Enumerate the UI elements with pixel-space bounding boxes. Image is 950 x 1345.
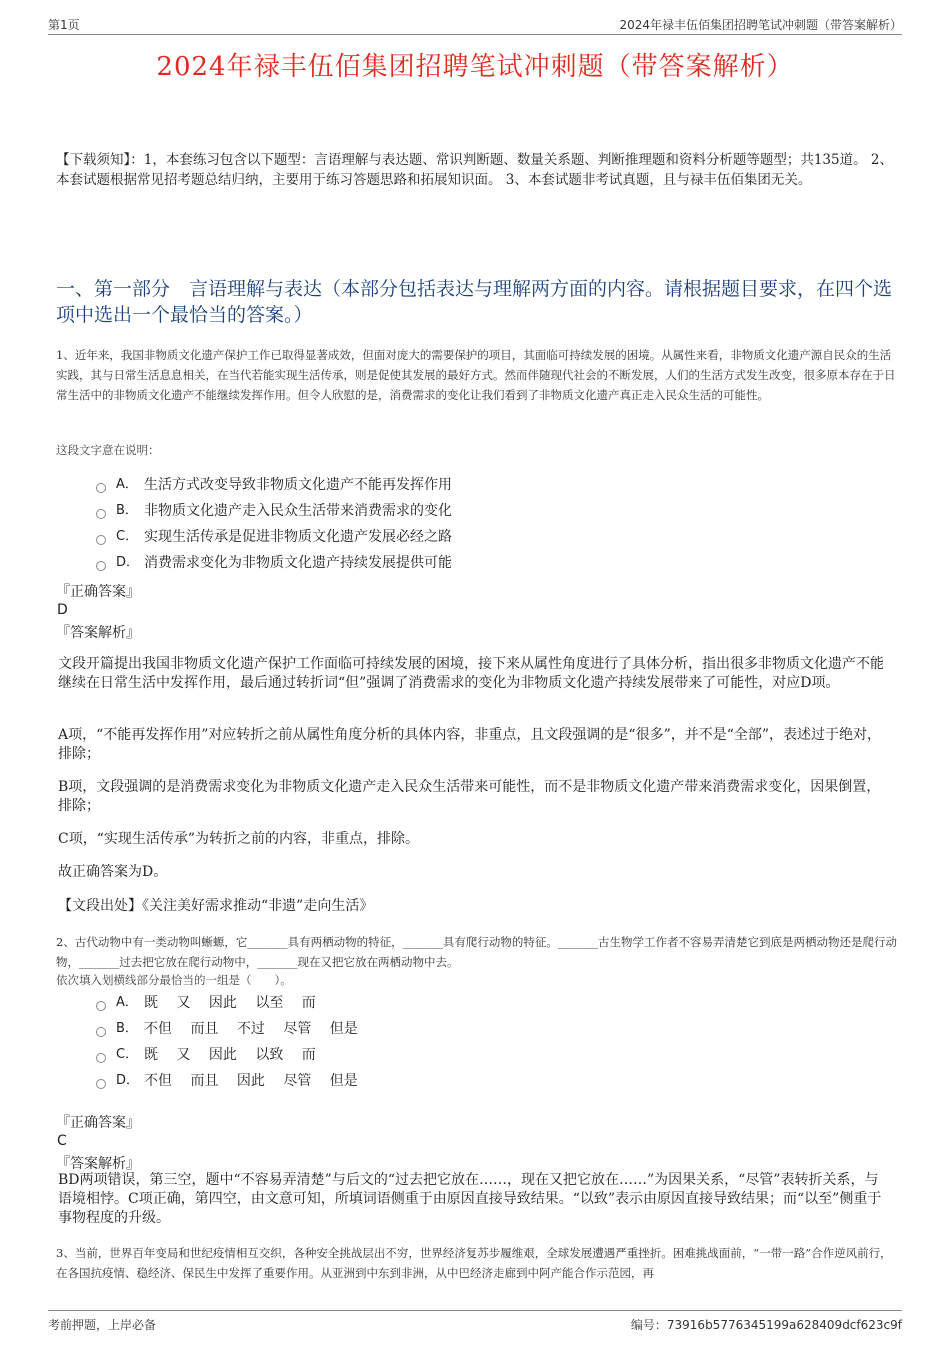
radio-icon[interactable]	[96, 561, 106, 571]
analysis-label: 『答案解析』	[56, 1156, 140, 1172]
question-1-analysis-paragraph: B项，文段强调的是消费需求变化为非物质文化遗产走入民众生活带来可能性，而不是非物质文化遗产带来消费需求变化，因果倒置，排除；	[58, 779, 881, 814]
document-title: 2024年禄丰伍佰集团招聘笔试冲刺题（带答案解析）	[156, 52, 794, 82]
question-2-prompt: 依次填入划横线部分最恰当的一组是（ ）。	[56, 973, 292, 987]
correct-answer-label: 『正确答案』	[56, 584, 140, 600]
question-2-option-a[interactable]: A． 既 又 因此 以至 而	[96, 990, 358, 1016]
download-notice: 【下载须知】：1，本套练习包含以下题型：言语理解与表达题、常识判断题、数量关系题、判断推理题和资料分析题等题型；共135道。 2、本套试题根据常见招考题总结归纳，主要用于练习答题思路和拓展知识面。 3、本套试题非考试真题，且与禄丰伍佰集团无关。	[56, 152, 893, 188]
analysis-label: 『答案解析』	[56, 625, 140, 641]
question-1-analysis-paragraph: C项，“实现生活传承”为转折之前的内容，非重点，排除。	[58, 831, 420, 847]
page-footer	[48, 1310, 902, 1335]
question-3-text: 3、当前，世界百年变局和世纪疫情相互交织，各种安全挑战层出不穷，世界经济复苏步履维艰，全球发展遭遇严重挫折。困难挑战面前，“一带一路”合作逆风前行，在各国抗疫情、稳经济、保民生中发挥了重要作用。从亚洲到中东到非洲，从中巴经济走廊到中阿产能合作示范园，再	[56, 1246, 892, 1280]
question-2-options	[96, 990, 358, 1094]
question-2-answer: C	[57, 1133, 67, 1149]
question-1-options	[96, 472, 452, 576]
question-1-analysis-paragraph: 文段开篇提出我国非物质文化遗产保护工作面临可持续发展的困境，接下来从属性角度进行了具体分析，指出很多非物质文化遗产不能继续在日常生活中发挥作用，最后通过转折词“但”强调了消费需求的变化为非物质文化遗产持续发展带来了可能性，对应D项。	[58, 656, 884, 691]
footer-code: 编号：73916b5776345199a628409dcf623c9f	[630, 1318, 902, 1332]
question-2-text: 2、古代动物中有一类动物叫蜥螈，它_______具有两栖动物的特征，_______具有爬行动物的特征。_______古生物学工作者不容易弄清楚它到底是两栖动物还是爬行动物，_______过去把它放在爬行动物中，_______现在又把它放在两栖动物中去。	[56, 935, 898, 969]
question-1-answer: D	[57, 602, 68, 618]
question-1-option-a[interactable]: A． 生活方式改变导致非物质文化遗产不能再发挥作用	[96, 472, 452, 498]
footer-slogan: 考前押题，上岸必备	[48, 1318, 157, 1332]
question-1-option-b[interactable]: B． 非物质文化遗产走入民众生活带来消费需求的变化	[96, 498, 452, 524]
radio-icon[interactable]	[96, 1001, 106, 1011]
question-1-text: 1、近年来，我国非物质文化遗产保护工作已取得显著成效，但面对庞大的需要保护的项目，其面临可持续发展的困境。从属性来看，非物质文化遗产源自民众的生活实践，其与日常生活息息相关，在当代若能实现生活传承，则是促使其发展的最好方式。然而伴随现代社会的不断发展，人们的生活方式发生改变，很多原本存在于日常生活中的非物质文化遗产不能继续发挥作用。但令人欣慰的是，消费需求的变化让我们看到了非物质文化遗产真正走入民众生活的可能性。	[56, 348, 896, 402]
question-2-analysis: BD两项错误，第三空，题中“不容易弄清楚”与后文的“过去把它放在……，现在又把它放在……”为因果关系，“尽管”表转折关系，与语境相悖。C项正确，第四空，由文意可知，所填词语侧重于由原因直接导致结果。“以致”表示由原因直接导致结果；而“以至”侧重于事物程度的升级。	[58, 1172, 882, 1226]
radio-icon[interactable]	[96, 1079, 106, 1089]
question-1-source: 【文段出处】《关注美好需求推动“非遗”走向生活》	[58, 898, 374, 914]
question-2-option-d[interactable]: D． 不但 而且 因此 尽管 但是	[96, 1068, 358, 1094]
question-1-analysis-paragraph: 故正确答案为D。	[58, 864, 168, 880]
question-2-option-b[interactable]: B． 不但 而且 不过 尽管 但是	[96, 1016, 358, 1042]
header-doc-title: 2024年禄丰伍佰集团招聘笔试冲刺题（带答案解析）	[619, 18, 902, 32]
page-header	[48, 14, 902, 35]
page-number: 第1页	[48, 18, 80, 32]
question-1-option-c[interactable]: C． 实现生活传承是促进非物质文化遗产发展必经之路	[96, 524, 452, 550]
question-1-analysis-paragraph: A项，“不能再发挥作用”对应转折之前从属性角度分析的具体内容，非重点，且文段强调的是“很多”，并不是“全部”，表述过于绝对，排除；	[58, 727, 882, 762]
question-1-prompt: 这段文字意在说明：	[56, 443, 160, 457]
question-2-option-c[interactable]: C． 既 又 因此 以致 而	[96, 1042, 358, 1068]
radio-icon[interactable]	[96, 535, 106, 545]
section-heading: 一、第一部分 言语理解与表达（本部分包括表达与理解两方面的内容。请根据题目要求，在四个选项中选出一个最恰当的答案。）	[56, 278, 893, 326]
question-1-option-d[interactable]: D． 消费需求变化为非物质文化遗产持续发展提供可能	[96, 550, 452, 576]
correct-answer-label: 『正确答案』	[56, 1115, 140, 1131]
radio-icon[interactable]	[96, 483, 106, 493]
radio-icon[interactable]	[96, 1053, 106, 1063]
radio-icon[interactable]	[96, 1027, 106, 1037]
radio-icon[interactable]	[96, 509, 106, 519]
